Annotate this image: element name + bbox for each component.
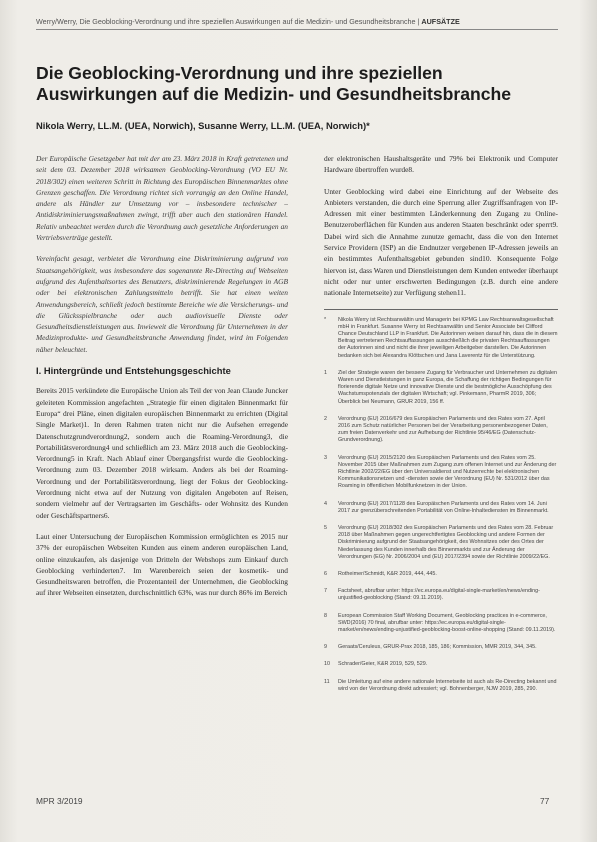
body-paragraph: Laut einer Untersuchung der Europäischen Kommission ermöglichten es 2015 nur 37% der europäischen Webseiten Kunden aus einem anderen europäischen Land, online einzukaufen, als dasjenige von Dritteln der Webshops zum Einkauf durch Geoblocking verhinderten7. Im Warenbereich seien der kosmetik- und Gesundheitswaren betroffen, die Prozentanteil der Unternehmen, die Geoblocking auf ihrer Webseiten einsetzten, durchschnittlich 63%, was nur durch 86% im Bereich (36, 531, 288, 598)
footnote (324, 525, 558, 561)
footnote-text: Verordnung (EU) 2016/679 des Europäischen Parlaments und des Rates vom 27. April 2016 zum Schutz natürlicher Personen bei der Verarbeitung personenbezogener Daten, zum freien Datenverkehr und zur Aufhebung der Richtlinie 95/46/EG (Datenschutz-Grundverordnung). (338, 415, 548, 444)
footnote-number: 1 (324, 369, 327, 376)
header-rule (36, 29, 558, 30)
left-column (36, 153, 288, 609)
journal-issue: MPR 3/2019 (36, 796, 83, 806)
footnote-text: Verordnung (EU) 2015/2120 des Europäischen Parlaments und des Rates vom 25. November 2015 über Maßnahmen zum Zugang zum offenen Internet und zur Änderung der Richtlinie 2002/22/EG über den Universaldienst und Nutzerrechte bei elektronischen Kommunikationsnetzen und -diensten sowie der Verordnung (EU) Nr. 531/2012 über das Roaming in öffentlichen Mobilfunknetzen in der Union. (338, 454, 557, 490)
footnote (324, 317, 558, 360)
footnotes (324, 309, 558, 694)
footnote (324, 370, 558, 406)
body-paragraph: der elektronischen Haushaltsgeräte und 79% bei Elektronik und Computer Hardware übertroffen wurde8. (324, 154, 558, 175)
body-paragraph: Bereits 2015 verkündete die Europäische Union als Teil der von Jean Claude Juncker geleiteten Kommission angefachten „Strategie für einen digitalen Binnenmarkt für Europa“ drei Pläne, einen digitalen europäischen Binnenmarkt zu errichten (Digital Single Market)1. In deren Rahmen traten nicht nur die Aufsehen erregende Datenschutzgrundverordnung2, sondern auch die Roaming-Verordnung3, die Portabilitätsverordnung4 und schließlich am 23. März 2018 auch die Geoblocking-Verordnung5 in Kraft. Nach Ablauf einer Übergangsfrist wurde die Geoblocking-Verordnung zum 03. Dezember 2018 wirksam. Anders als bei der Roaming-Verordnung und der Portabilitätsverordnung, liegt der Fokus der Geoblocking-Verordnung nicht etwa auf der Nutzung von digitalen Angeboten auf Reisen, sondern vielmehr auf der Vertragsarten im Geschäfts- oder Wohnsitz des Kunden oder Geschäftspartners6. (36, 386, 288, 520)
running-title: Werry/Werry, Die Geoblocking-Verordnung und ihre speziellen Auswirkungen auf die Medizin- und Gesundheitsbranche (36, 17, 416, 26)
footnote-number: * (324, 316, 327, 323)
footnote (324, 588, 558, 602)
page-number: 77 (540, 796, 550, 806)
footnote (324, 679, 558, 693)
footnote-number: 4 (324, 500, 327, 507)
footnote-text: Geraats/Ceruleus, GRUR-Prax 2018, 185, 186; Kommission, MMR 2019, 344, 345. (338, 644, 537, 651)
footnote-number: 8 (324, 612, 327, 619)
footnote-number: 5 (324, 525, 327, 532)
footnote-number: 7 (324, 588, 327, 595)
running-head (36, 17, 558, 26)
footnote (324, 613, 558, 635)
footnote (324, 661, 558, 668)
footnote-text: Verordnung (EU) 2018/302 des Europäischen Parlaments und des Rates vom 28. Februar 2018 über Maßnahmen gegen ungerechtfertigtes Geoblocking und andere Formen der Diskriminierung aufgrund der Staatsangehörigkeit, des Wohnsitzes oder des Ortes der Niederlassung des Kunden innerhalb des Binnenmarkts und zur Änderung der Verordnungen (EG) Nr. 2006/2004 und (EU) 2017/2394 sowie der Richtlinie 2009/22/EG. (338, 525, 554, 560)
footnote-text: Nikola Werry ist Rechtsanwältin und Managerin bei KPMG Law Rechtsanwaltsgesellschaft mbH in Frankfurt. Susanne Werry ist Rechtsanwältin und Senior Associate bei Clifford Chance Deutschland LLP in Frankfurt. Die Autorinnen weisen darauf hin, dass die in diesem Beitrag vertretenen Rechtsauffassungen ausschließlich die privaten Rechtsauffassungen der Autorinnen sind und nicht die ihrer jeweiligen Arbeitgeber darstellen. Die Autorinnen bedanken sich bei Alexandra Klöttschen und Jana Laverentz für die Unterstützung. (338, 316, 558, 359)
footnote (324, 501, 558, 515)
section-body (36, 385, 288, 598)
footnote-number: 11 (324, 678, 330, 685)
footnote (324, 571, 558, 578)
footnote-text: Rotheimer/Schmidt, K&R 2019, 444, 445. (338, 571, 437, 578)
section-heading: I. Hintergründe und Entstehungsgeschichte (36, 365, 231, 377)
footnote-text: Factsheet, abrufbar unter: https://ec.europa.eu/digital-single-market/en/news/ending-unjustified-geoblocking (Stand: 09.11.2019). (338, 588, 540, 602)
body-paragraph: Unter Geoblocking wird dabei eine Einrichtung auf der Webseite des Anbieters verstanden, die durch eine Sperrung aller Zugriffsanfragen von IP-Adressen mit einer bestimmten Länderkennung den Zugang zu Online-Benutzeroberflächen für Kunden aus anderen Staaten beschränkt oder sperrt9. Dabei wird sich die Annahme zunutze gemacht, dass die von den Internet Service Providern (ISP) an die Endnutzer vergebenen IP-Adressen jeweils an ein bestimmtes Aufenthaltsgebiet gebunden sind10. Konsequente Folge hiervon ist, dass Waren und Dienstleistungen dem Kunden entweder überhaupt nicht oder nur unter erschwerten Bedingungen (z.B. durch eine andere nationale Internetseite) zur Verfügung stehen11. (324, 186, 558, 298)
right-column (324, 153, 558, 703)
footnote-number: 6 (324, 571, 327, 578)
footnote-number: 10 (324, 661, 330, 668)
footnote-text: Schrader/Geier, K&R 2019, 529, 529. (338, 661, 428, 668)
article-authors: Nikola Werry, LL.M. (UEA, Norwich), Susanne Werry, LL.M. (UEA, Norwich)* (36, 120, 370, 131)
footnote-number: 3 (324, 454, 327, 461)
footnote-text: Verordnung (EU) 2017/1128 des Europäischen Parlaments und des Rates vom 14. Juni 2017 zur grenzüberschreitenden Portabilität von Online-Inhaltediensten im Binnenmarkt. (338, 500, 549, 514)
footnote (324, 416, 558, 445)
footnote (324, 455, 558, 491)
abstract-paragraph: Der Europäische Gesetzgeber hat mit der am 23. März 2018 in Kraft getretenen und seit dem 03. Dezember 2018 wirksamen Geoblocking-Verordnung (VO EU Nr. 2018/302) einen weiteren Schritt in Richtung des Europäischen Binnenmarktes ohne Grenzen geschaffen. Die Verordnung richtet sich vorrangig an den Online Handel, andere als Händler zur Umsetzung vor – insbesondere technischer – Antidiskriminierungsmaßnahmen zwingt, trifft aber auch den stationären Handel. Relativ unbeachtet werden durch die Verordnung auch gesetzliche Anforderungen an Vertriebsverträge gestellt. (36, 154, 288, 243)
section-label: AUFSÄTZE (421, 17, 460, 26)
footnote (324, 644, 558, 651)
footnote-text: Die Umleitung auf eine andere nationale Internetseite ist auch als Re-Directing bekannt und wird von der Verordnung direkt adressiert; vgl. Bohnenberger, NJW 2019, 285, 290. (338, 678, 557, 692)
abstract-paragraph: Vereinfacht gesagt, verbietet die Verordnung eine Diskriminierung aufgrund von Staatsangehörigkeit, was insbesondere das sogenannte Re-Directing auf Webseiten aufgrund des Aufenthaltsortes des Benutzers, diskriminierende Regelungen in AGB oder bei elektronischen Zahlungsmitteln betrifft. Sie hat einen weiten Anwendungsbereich, schließt jedoch bestimmte Bereiche wie die Versicherungs- und die Glücksspielbranche oder auch audiovisuelle Dienste oder Gesundheitsdienstleistungen aus. Inwieweit die Verordnung für Unternehmen in der Medizinprodukte- und Gesundheitsbranche Anwendung findet, wird im Folgenden näher beleuchtet. (36, 254, 288, 354)
footnote-text: European Commission Staff Working Document, Geoblocking practices in e-commerce, SWD(2016) 70 final, abrufbar unter: https://ec.europa.eu/digital-single-market/en/news/ending-unjustified-geoblocking-boost-online-shopping (Stand: 09.11.2019). (338, 612, 556, 634)
footnote-number: 2 (324, 415, 327, 422)
abstract (36, 153, 288, 355)
article-title: Die Geoblocking-Verordnung und ihre speziellen Auswirkungen auf die Medizin- und Gesundheitsbranche (36, 63, 512, 104)
footnote-number: 9 (324, 644, 327, 651)
running-head-separator: | (417, 17, 420, 26)
footnote-text: Ziel der Strategie waren der bessere Zugang für Verbraucher und Unternehmen zu digitalen Waren und Dienstleistungen in ganz Europa, die Schaffung der richtigen Bedingungen für florierende digitale Netze und innovative Dienste und die bestmögliche Ausschöpfung des Wachstumspotenzials der digitalen Wirtschaft; vgl. Pinkemann, PharmR 2019, 306; Überblick bei Neumann, GRUR 2019, 156 ff. (338, 369, 558, 405)
